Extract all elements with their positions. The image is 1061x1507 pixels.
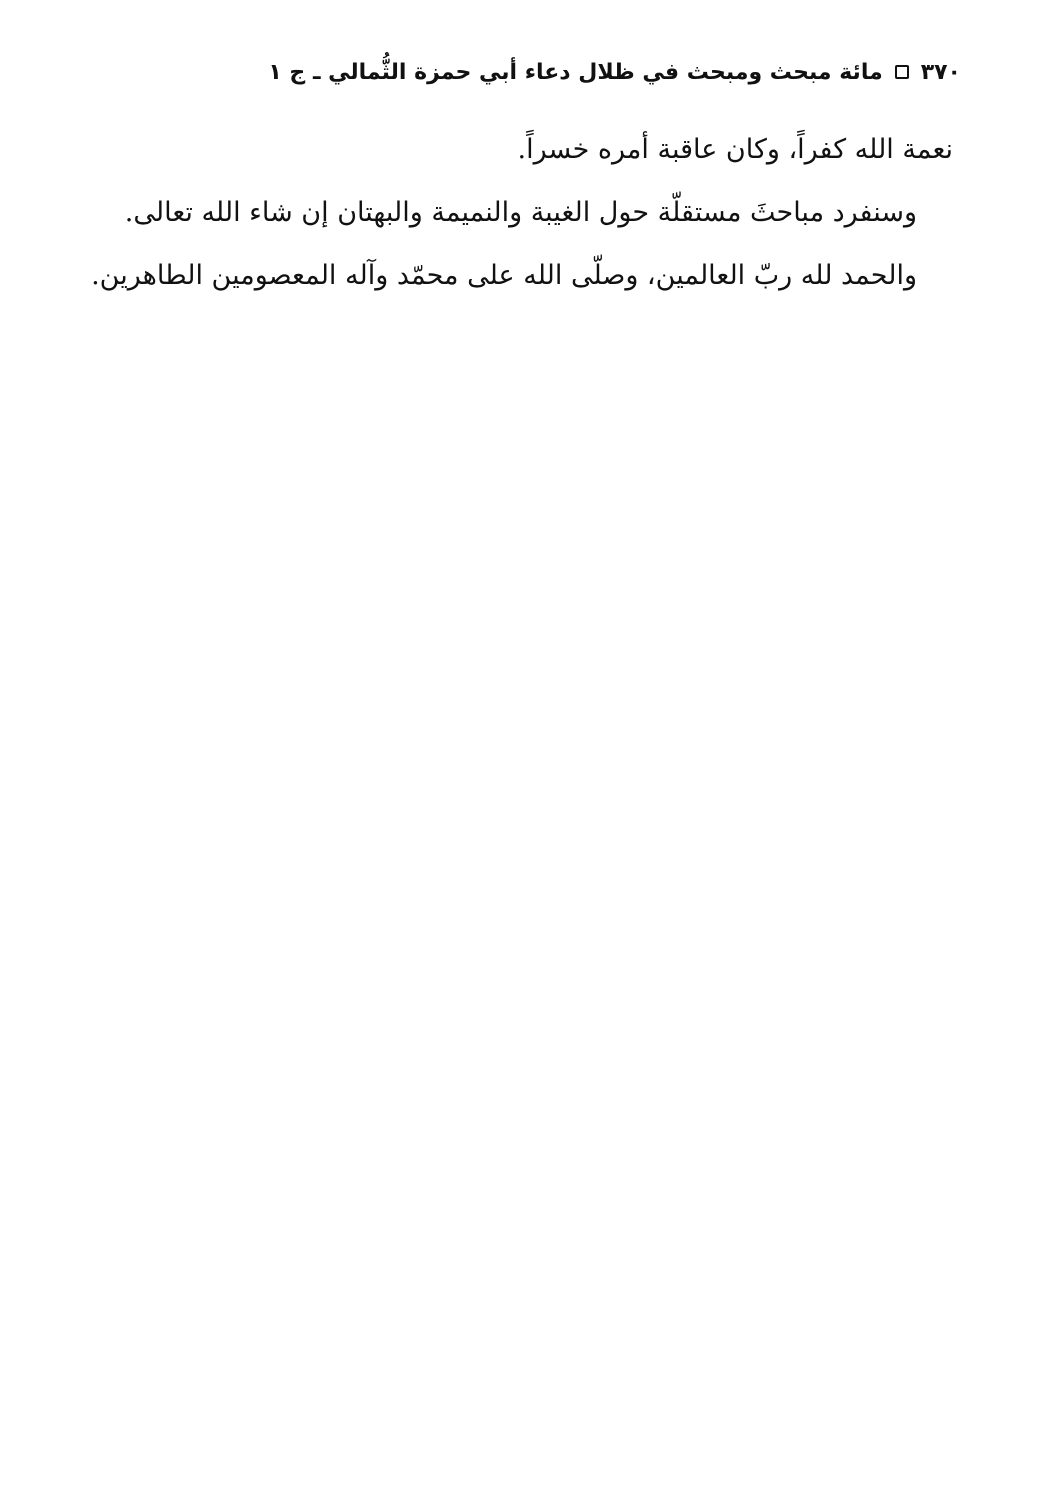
paragraph-separate-topics: وسنفرد مباحثَ مستقلّة حول الغيبة والنميمة والبهتان إن شاء الله تعالى. (124, 197, 917, 228)
page-header (268, 52, 961, 92)
paragraph-closing-praise: والحمد لله ربّ العالمين، وصلّى الله على محمّد وآله المعصومين الطاهرين. (91, 260, 917, 291)
paragraph-continuation: نعمة الله كفراً، وكان عاقبة أمره خسراً. (517, 134, 953, 165)
body-text (93, 118, 953, 307)
running-title: مائة مبحث ومبحث في ظلال دعاء أبي حمزة الثُّمالي ـ ج ١ (268, 59, 883, 85)
page-number: ٣٧٠ (920, 59, 961, 85)
square-box-icon (895, 65, 909, 79)
